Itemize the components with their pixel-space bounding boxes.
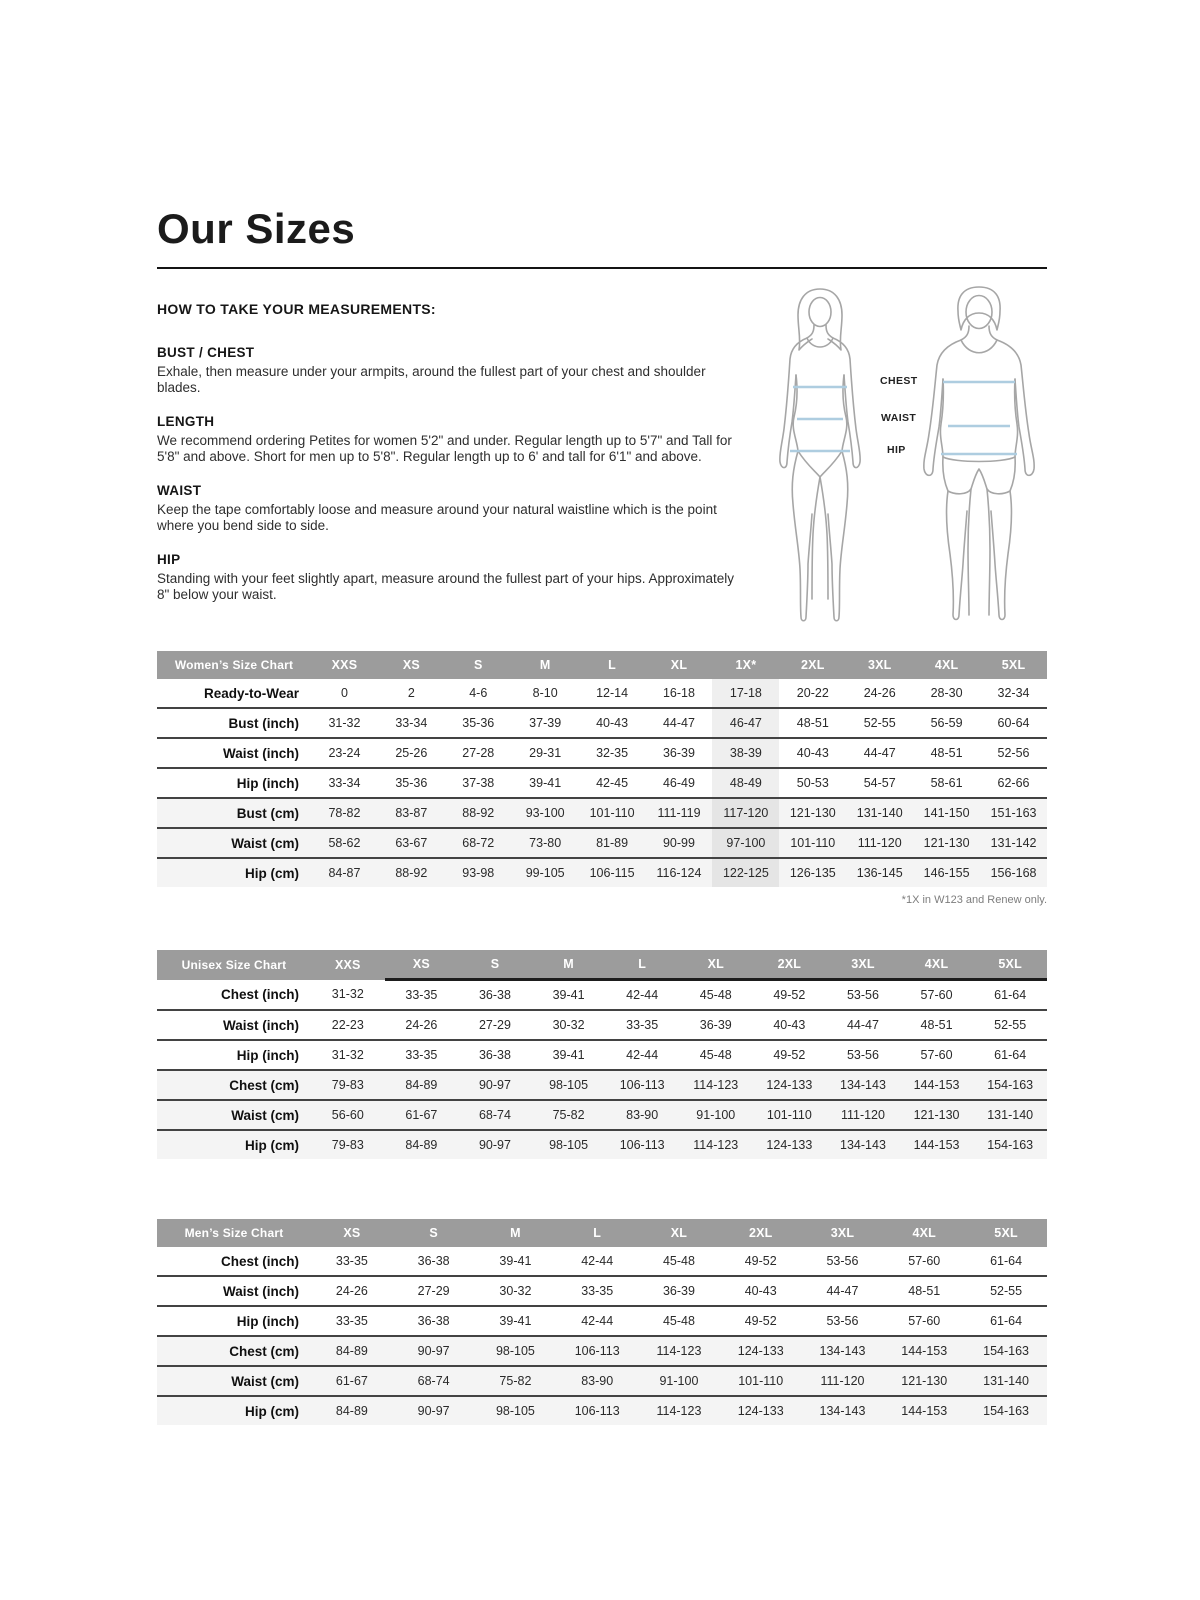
table-row	[157, 1247, 1047, 1276]
size-cell: 12-14	[579, 679, 646, 708]
size-cell: 56-59	[913, 708, 980, 738]
size-column-header: XS	[311, 1219, 393, 1247]
measurement-instructions-section	[157, 279, 1047, 629]
figure-label-waist: WAIST	[881, 412, 917, 424]
size-cell: 45-48	[679, 980, 753, 1011]
size-cell: 154-163	[973, 1130, 1047, 1159]
size-cell: 124-133	[753, 1130, 827, 1159]
size-cell: 131-140	[973, 1100, 1047, 1130]
size-cell: 144-153	[900, 1130, 974, 1159]
size-cell: 36-38	[393, 1247, 475, 1276]
table-row	[157, 1130, 1047, 1159]
size-cell: 88-92	[378, 858, 445, 887]
figure-label-hip: HIP	[887, 444, 906, 456]
row-label: Chest (inch)	[157, 980, 311, 1011]
size-cell: 136-145	[846, 858, 913, 887]
size-cell: 40-43	[720, 1276, 802, 1306]
figure-label-chest: CHEST	[880, 375, 918, 387]
size-cell: 52-56	[980, 738, 1047, 768]
section-heading: HIP	[157, 551, 181, 567]
size-cell: 48-51	[900, 1010, 974, 1040]
size-cell: 114-123	[679, 1130, 753, 1159]
table-row	[157, 858, 1047, 887]
size-cell: 121-130	[913, 828, 980, 858]
size-cell: 39-41	[512, 768, 579, 798]
size-cell: 114-123	[679, 1070, 753, 1100]
size-cell: 37-38	[445, 768, 512, 798]
size-cell: 56-60	[311, 1100, 385, 1130]
size-cell: 83-90	[556, 1366, 638, 1396]
size-cell: 48-49	[712, 768, 779, 798]
size-cell: 98-105	[532, 1130, 606, 1159]
size-column-header: XS	[385, 950, 459, 980]
size-cell: 84-89	[311, 1336, 393, 1366]
size-column-header: S	[445, 651, 512, 679]
size-column-header: 3XL	[826, 950, 900, 980]
size-cell: 126-135	[779, 858, 846, 887]
size-cell: 131-140	[846, 798, 913, 828]
size-column-header: 2XL	[720, 1219, 802, 1247]
size-cell: 37-39	[512, 708, 579, 738]
size-cell: 116-124	[646, 858, 713, 887]
size-cell: 48-51	[913, 738, 980, 768]
row-label: Hip (cm)	[157, 1396, 311, 1425]
size-column-header: M	[512, 651, 579, 679]
section-body: Keep the tape comfortably loose and measure around your natural waistline which is the point where you bend side to side.	[157, 501, 717, 534]
size-cell: 134-143	[802, 1396, 884, 1425]
size-cell: 46-47	[712, 708, 779, 738]
size-column-header: 4XL	[913, 651, 980, 679]
size-cell: 154-163	[965, 1396, 1047, 1425]
size-column-header: XL	[646, 651, 713, 679]
size-cell: 101-110	[720, 1366, 802, 1396]
size-cell: 84-89	[385, 1130, 459, 1159]
section-body: Standing with your feet slightly apart, measure around the fullest part of your hips. Approximately 8" below your waist.	[157, 570, 735, 603]
size-cell: 52-55	[965, 1276, 1047, 1306]
size-cell: 79-83	[311, 1130, 385, 1159]
size-cell: 39-41	[532, 1040, 606, 1070]
size-cell: 24-26	[385, 1010, 459, 1040]
table-row	[157, 1010, 1047, 1040]
size-cell: 52-55	[846, 708, 913, 738]
size-cell: 33-35	[311, 1306, 393, 1336]
row-label: Hip (inch)	[157, 1040, 311, 1070]
size-cell: 23-24	[311, 738, 378, 768]
row-label: Chest (inch)	[157, 1247, 311, 1276]
row-label: Waist (cm)	[157, 1366, 311, 1396]
size-cell: 46-49	[646, 768, 713, 798]
size-column-header: 5XL	[980, 651, 1047, 679]
size-cell: 27-28	[445, 738, 512, 768]
size-cell: 111-120	[802, 1366, 884, 1396]
size-cell: 97-100	[712, 828, 779, 858]
size-cell: 144-153	[883, 1336, 965, 1366]
size-cell: 40-43	[779, 738, 846, 768]
size-cell: 44-47	[646, 708, 713, 738]
size-cell: 99-105	[512, 858, 579, 887]
size-cell: 45-48	[679, 1040, 753, 1070]
size-cell: 36-38	[458, 1040, 532, 1070]
size-cell: 38-39	[712, 738, 779, 768]
womens-table-footnote: *1X in W123 and Renew only.	[901, 894, 1047, 906]
size-cell: 39-41	[532, 980, 606, 1011]
size-cell: 58-62	[311, 828, 378, 858]
size-cell: 111-119	[646, 798, 713, 828]
size-column-header: 1X*	[712, 651, 779, 679]
size-cell: 33-35	[311, 1247, 393, 1276]
table-title: Men’s Size Chart	[157, 1219, 311, 1247]
mens-size-table	[157, 1219, 1047, 1425]
size-cell: 49-52	[720, 1306, 802, 1336]
size-cell: 42-44	[605, 980, 679, 1011]
size-cell: 144-153	[900, 1070, 974, 1100]
size-cell: 61-67	[311, 1366, 393, 1396]
size-column-header: L	[556, 1219, 638, 1247]
womens-size-table	[157, 651, 1047, 887]
size-cell: 44-47	[826, 1010, 900, 1040]
section-body: Exhale, then measure under your armpits, around the fullest part of your chest and shoulder blades.	[157, 364, 706, 396]
table-row	[157, 980, 1047, 1011]
size-cell: 16-18	[646, 679, 713, 708]
size-cell: 124-133	[753, 1070, 827, 1100]
size-cell: 49-52	[753, 980, 827, 1011]
size-cell: 24-26	[846, 679, 913, 708]
size-column-header: XS	[378, 651, 445, 679]
size-cell: 154-163	[965, 1336, 1047, 1366]
row-label: Hip (inch)	[157, 1306, 311, 1336]
table-row	[157, 828, 1047, 858]
size-cell: 84-87	[311, 858, 378, 887]
table-row	[157, 1366, 1047, 1396]
size-cell: 101-110	[779, 828, 846, 858]
size-cell: 106-113	[556, 1396, 638, 1425]
size-cell: 50-53	[779, 768, 846, 798]
size-cell: 106-113	[556, 1336, 638, 1366]
size-cell: 8-10	[512, 679, 579, 708]
size-cell: 62-66	[980, 768, 1047, 798]
size-cell: 131-142	[980, 828, 1047, 858]
size-cell: 101-110	[753, 1100, 827, 1130]
male-figure-icon	[924, 287, 1034, 620]
size-cell: 22-23	[311, 1010, 385, 1040]
size-cell: 32-35	[579, 738, 646, 768]
size-cell: 156-168	[980, 858, 1047, 887]
row-label: Hip (inch)	[157, 768, 311, 798]
size-cell: 121-130	[779, 798, 846, 828]
size-cell: 61-64	[965, 1306, 1047, 1336]
section-heading: BUST / CHEST	[157, 345, 255, 360]
size-cell: 42-44	[556, 1306, 638, 1336]
size-column-header: 5XL	[973, 950, 1047, 980]
page-title: Our Sizes	[157, 205, 356, 252]
row-label: Chest (cm)	[157, 1070, 311, 1100]
size-cell: 30-32	[475, 1276, 557, 1306]
size-cell: 27-29	[393, 1276, 475, 1306]
size-cell: 53-56	[802, 1247, 884, 1276]
size-cell: 114-123	[638, 1336, 720, 1366]
size-cell: 154-163	[973, 1070, 1047, 1100]
size-cell: 117-120	[712, 798, 779, 828]
size-cell: 124-133	[720, 1396, 802, 1425]
size-cell: 111-120	[846, 828, 913, 858]
size-cell: 2	[378, 679, 445, 708]
female-figure-icon	[780, 289, 860, 621]
table-row	[157, 798, 1047, 828]
size-cell: 45-48	[638, 1247, 720, 1276]
size-cell: 106-113	[605, 1130, 679, 1159]
size-cell: 146-155	[913, 858, 980, 887]
size-column-header: 5XL	[965, 1219, 1047, 1247]
size-cell: 36-39	[679, 1010, 753, 1040]
size-column-header: M	[475, 1219, 557, 1247]
size-cell: 131-140	[965, 1366, 1047, 1396]
size-cell: 53-56	[802, 1306, 884, 1336]
size-cell: 48-51	[883, 1276, 965, 1306]
size-column-header: 4XL	[883, 1219, 965, 1247]
size-cell: 93-100	[512, 798, 579, 828]
section-bust-chest	[157, 345, 757, 397]
row-label: Waist (inch)	[157, 1010, 311, 1040]
size-cell: 28-30	[913, 679, 980, 708]
size-cell: 61-64	[965, 1247, 1047, 1276]
row-label: Chest (cm)	[157, 1336, 311, 1366]
size-cell: 49-52	[720, 1247, 802, 1276]
size-cell: 141-150	[913, 798, 980, 828]
size-cell: 81-89	[579, 828, 646, 858]
size-cell: 0	[311, 679, 378, 708]
size-cell: 57-60	[900, 980, 974, 1011]
size-cell: 44-47	[846, 738, 913, 768]
size-cell: 90-97	[458, 1130, 532, 1159]
size-column-header: XL	[679, 950, 753, 980]
size-cell: 134-143	[802, 1336, 884, 1366]
size-column-header: XXS	[311, 950, 385, 980]
size-cell: 33-34	[378, 708, 445, 738]
size-cell: 24-26	[311, 1276, 393, 1306]
size-cell: 88-92	[445, 798, 512, 828]
size-cell: 68-72	[445, 828, 512, 858]
size-column-header: 2XL	[779, 651, 846, 679]
size-cell: 58-61	[913, 768, 980, 798]
size-cell: 35-36	[445, 708, 512, 738]
size-cell: 93-98	[445, 858, 512, 887]
size-cell: 68-74	[393, 1366, 475, 1396]
size-cell: 33-35	[556, 1276, 638, 1306]
size-cell: 61-64	[973, 980, 1047, 1011]
size-cell: 53-56	[826, 980, 900, 1011]
size-cell: 53-56	[826, 1040, 900, 1070]
size-cell: 31-32	[311, 708, 378, 738]
size-cell: 98-105	[475, 1396, 557, 1425]
size-cell: 68-74	[458, 1100, 532, 1130]
size-cell: 98-105	[475, 1336, 557, 1366]
size-column-header: 3XL	[846, 651, 913, 679]
size-column-header: 2XL	[753, 950, 827, 980]
size-cell: 30-32	[532, 1010, 606, 1040]
size-column-header: S	[393, 1219, 475, 1247]
size-cell: 134-143	[826, 1130, 900, 1159]
row-label: Bust (cm)	[157, 798, 311, 828]
size-cell: 45-48	[638, 1306, 720, 1336]
size-cell: 32-34	[980, 679, 1047, 708]
size-cell: 40-43	[579, 708, 646, 738]
row-label: Hip (cm)	[157, 1130, 311, 1159]
size-cell: 29-31	[512, 738, 579, 768]
size-cell: 57-60	[883, 1306, 965, 1336]
size-cell: 73-80	[512, 828, 579, 858]
size-cell: 36-38	[393, 1306, 475, 1336]
size-cell: 39-41	[475, 1247, 557, 1276]
size-cell: 39-41	[475, 1306, 557, 1336]
section-length	[157, 414, 757, 466]
size-cell: 101-110	[579, 798, 646, 828]
table-row	[157, 1100, 1047, 1130]
size-cell: 36-39	[646, 738, 713, 768]
table-row	[157, 1276, 1047, 1306]
section-waist	[157, 483, 757, 535]
size-cell: 33-35	[385, 980, 459, 1011]
size-cell: 78-82	[311, 798, 378, 828]
table-row	[157, 1040, 1047, 1070]
size-cell: 35-36	[378, 768, 445, 798]
how-to-heading: HOW TO TAKE YOUR MEASUREMENTS:	[157, 301, 436, 317]
size-cell: 63-67	[378, 828, 445, 858]
size-cell: 33-35	[385, 1040, 459, 1070]
size-cell: 75-82	[475, 1366, 557, 1396]
table-row	[157, 1396, 1047, 1425]
size-cell: 90-97	[393, 1336, 475, 1366]
table-row	[157, 1070, 1047, 1100]
section-body: We recommend ordering Petites for women 5'2" and under. Regular length up to 5'7" and Tall for 5'8" and above. Short for men up to 5'8". Regular length up to 6' and tall for 6'1" and above.	[157, 432, 732, 465]
size-cell: 42-45	[579, 768, 646, 798]
size-cell: 57-60	[900, 1040, 974, 1070]
table-row	[157, 738, 1047, 768]
unisex-size-table	[157, 950, 1047, 1159]
size-cell: 61-67	[385, 1100, 459, 1130]
size-column-header: XL	[638, 1219, 720, 1247]
size-cell: 48-51	[779, 708, 846, 738]
row-label: Waist (inch)	[157, 1276, 311, 1306]
size-cell: 60-64	[980, 708, 1047, 738]
size-column-header: 3XL	[802, 1219, 884, 1247]
row-label: Waist (inch)	[157, 738, 311, 768]
size-cell: 122-125	[712, 858, 779, 887]
size-cell: 40-43	[753, 1010, 827, 1040]
section-heading: WAIST	[157, 482, 202, 498]
size-cell: 33-35	[605, 1010, 679, 1040]
size-cell: 91-100	[638, 1366, 720, 1396]
size-cell: 75-82	[532, 1100, 606, 1130]
row-label: Bust (inch)	[157, 708, 311, 738]
size-cell: 121-130	[900, 1100, 974, 1130]
size-cell: 106-113	[605, 1070, 679, 1100]
size-cell: 111-120	[826, 1100, 900, 1130]
table-row	[157, 1336, 1047, 1366]
table-row	[157, 768, 1047, 798]
row-label: Waist (cm)	[157, 1100, 311, 1130]
size-cell: 49-52	[753, 1040, 827, 1070]
size-column-header: L	[579, 651, 646, 679]
size-cell: 124-133	[720, 1336, 802, 1366]
size-cell: 90-99	[646, 828, 713, 858]
size-cell: 36-39	[638, 1276, 720, 1306]
size-cell: 17-18	[712, 679, 779, 708]
size-cell: 84-89	[311, 1396, 393, 1425]
size-cell: 54-57	[846, 768, 913, 798]
size-cell: 91-100	[679, 1100, 753, 1130]
size-column-header: M	[532, 950, 606, 980]
row-label: Hip (cm)	[157, 858, 311, 887]
instructions-column	[157, 279, 757, 629]
size-cell: 25-26	[378, 738, 445, 768]
size-cell: 144-153	[883, 1396, 965, 1425]
measurement-figures	[757, 279, 1047, 629]
size-cell: 20-22	[779, 679, 846, 708]
size-cell: 98-105	[532, 1070, 606, 1100]
size-cell: 84-89	[385, 1070, 459, 1100]
size-cell: 79-83	[311, 1070, 385, 1100]
size-cell: 114-123	[638, 1396, 720, 1425]
size-cell: 121-130	[883, 1366, 965, 1396]
size-cell: 42-44	[556, 1247, 638, 1276]
size-cell: 31-32	[311, 1040, 385, 1070]
size-cell: 27-29	[458, 1010, 532, 1040]
row-label: Waist (cm)	[157, 828, 311, 858]
section-hip	[157, 552, 757, 604]
size-cell: 83-87	[378, 798, 445, 828]
size-cell: 52-55	[973, 1010, 1047, 1040]
table-row	[157, 679, 1047, 708]
size-cell: 4-6	[445, 679, 512, 708]
size-column-header: S	[458, 950, 532, 980]
size-cell: 31-32	[311, 980, 385, 1011]
size-column-header: XXS	[311, 651, 378, 679]
size-cell: 33-34	[311, 768, 378, 798]
size-cell: 44-47	[802, 1276, 884, 1306]
size-column-header: L	[605, 950, 679, 980]
table-row	[157, 1306, 1047, 1336]
size-cell: 83-90	[605, 1100, 679, 1130]
size-cell: 90-97	[458, 1070, 532, 1100]
size-column-header: 4XL	[900, 950, 974, 980]
size-cell: 90-97	[393, 1396, 475, 1425]
section-heading: LENGTH	[157, 413, 215, 429]
size-cell: 42-44	[605, 1040, 679, 1070]
size-cell: 61-64	[973, 1040, 1047, 1070]
table-row	[157, 708, 1047, 738]
size-cell: 57-60	[883, 1247, 965, 1276]
size-cell: 151-163	[980, 798, 1047, 828]
table-title: Women’s Size Chart	[157, 651, 311, 679]
size-cell: 134-143	[826, 1070, 900, 1100]
title-divider	[157, 267, 1047, 269]
row-label: Ready-to-Wear	[157, 679, 311, 708]
size-cell: 36-38	[458, 980, 532, 1011]
table-title: Unisex Size Chart	[157, 950, 311, 980]
size-cell: 106-115	[579, 858, 646, 887]
